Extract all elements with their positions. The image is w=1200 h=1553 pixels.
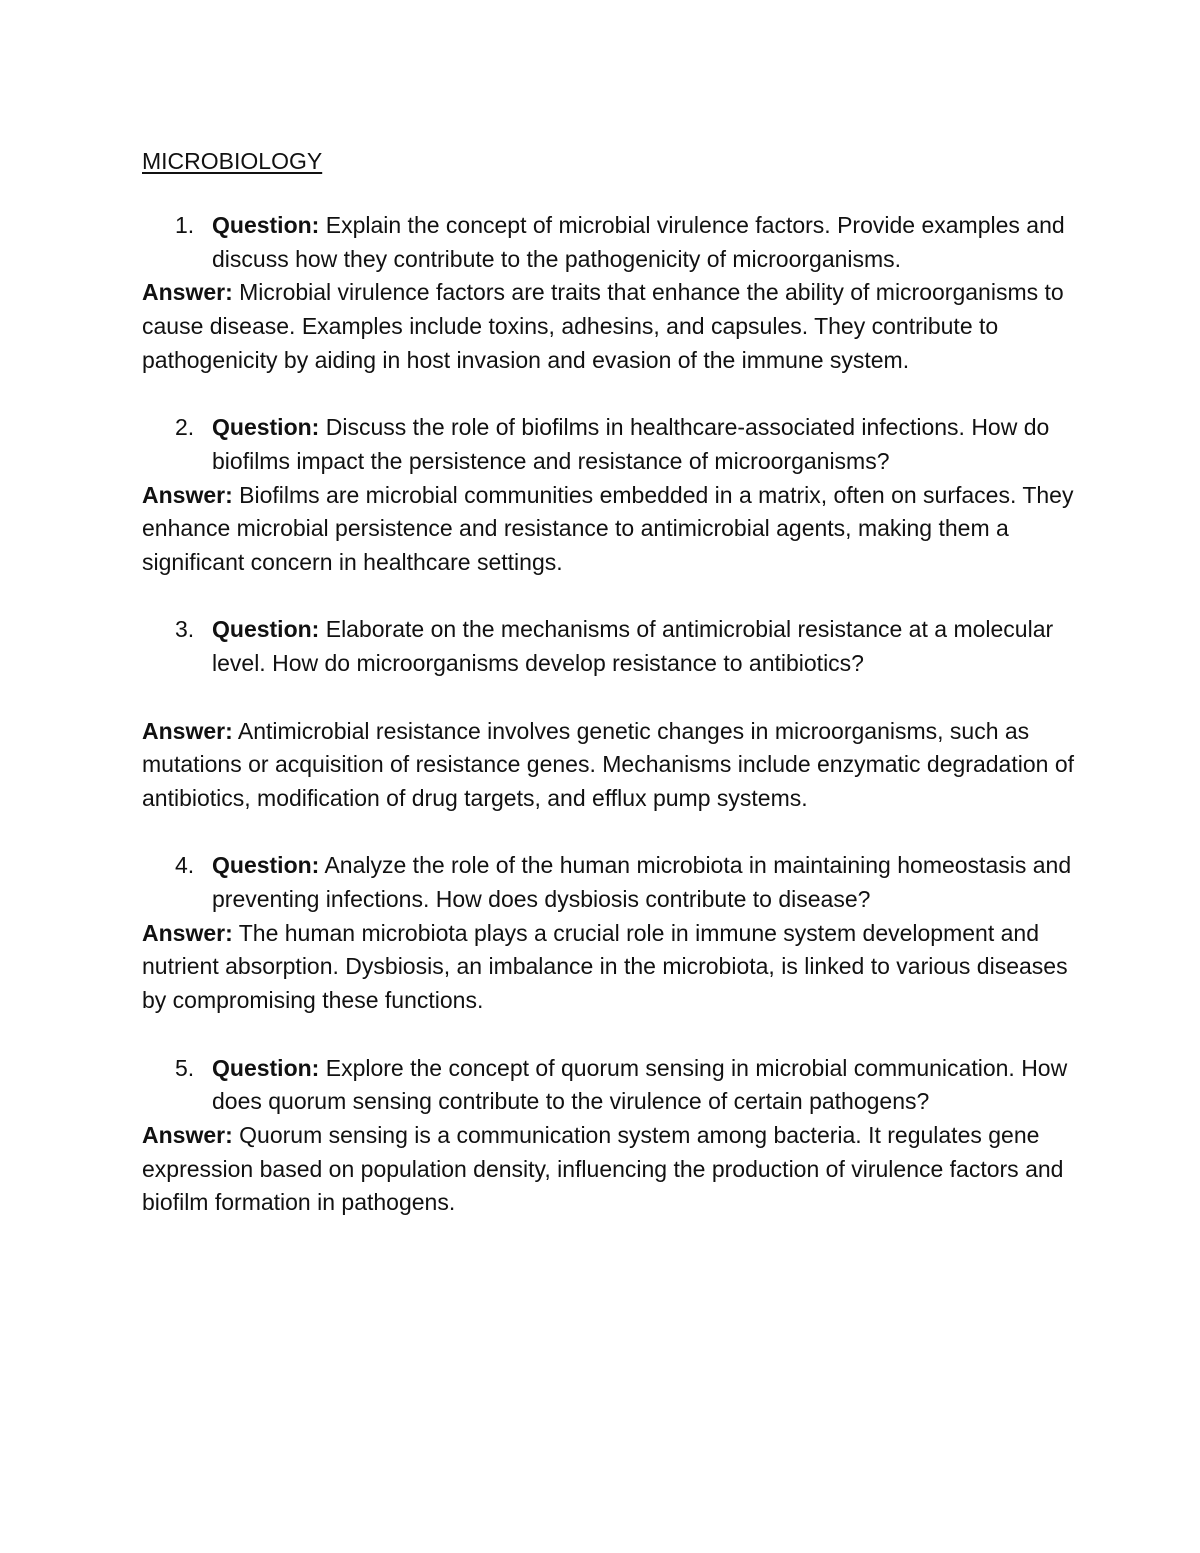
qa-item-4 <box>142 849 1077 1018</box>
qa-item-1 <box>142 209 1077 378</box>
answer-text: Biofilms are microbial communities embedded in a matrix, often on surfaces. They enhance microbial persistence and resistance to antimicrobial agents, making them a significant concern in healthcare settings. <box>142 481 1074 576</box>
question-3 <box>142 613 1077 680</box>
answer-label: Answer: <box>142 481 233 508</box>
question-text: Explain the concept of microbial virulence factors. Provide examples and discuss how they contribute to the pathogenicity of microorganisms. <box>212 212 1065 272</box>
question-text: Explore the concept of quorum sensing in microbial communication. How does quorum sensing contribute to the virulence of certain pathogens? <box>212 1054 1068 1115</box>
answer-1 <box>142 276 1077 377</box>
question-4 <box>142 849 1077 916</box>
qa-item-3 <box>142 613 1077 815</box>
document-title: MICROBIOLOGY <box>142 148 323 174</box>
answer-4 <box>142 917 1077 1018</box>
question-number: 1. <box>175 212 195 238</box>
question-label: Question: <box>212 212 320 238</box>
answer-text: Microbial virulence factors are traits that enhance the ability of microorganisms to cause disease. Examples include toxins, adhesins, and capsules. They contribute to pathogenicity by aiding in host invasion and evasion of the immune system. <box>142 279 1064 373</box>
question-text: Analyze the role of the human microbiota in maintaining homeostasis and preventing infections. How does dysbiosis contribute to disease? <box>212 852 1072 912</box>
answer-label: Answer: <box>142 1121 233 1148</box>
question-2 <box>142 411 1077 478</box>
question-number: 5. <box>175 1054 195 1081</box>
question-label: Question: <box>212 414 320 441</box>
question-number: 4. <box>175 852 195 879</box>
question-label: Question: <box>212 1054 320 1081</box>
answer-3 <box>142 715 1077 816</box>
question-1 <box>142 209 1077 276</box>
answer-text: Antimicrobial resistance involves genetic changes in microorganisms, such as mutations or acquisition of resistance genes. Mechanisms include enzymatic degradation of antibiotics, modification of drug targets, and efflux pump systems. <box>142 717 1074 811</box>
question-label: Question: <box>212 852 320 879</box>
question-text: Elaborate on the mechanisms of antimicrobial resistance at a molecular level. How do microorganisms develop resistance to antibiotics? <box>212 616 1054 677</box>
answer-2 <box>142 479 1077 580</box>
document-page <box>142 145 1077 1220</box>
answer-label: Answer: <box>142 279 233 306</box>
qa-item-2 <box>142 411 1077 580</box>
answer-text: Quorum sensing is a communication system among bacteria. It regulates gene expression based on population density, influencing the production of virulence factors and biofilm formation in pathogens. <box>142 1121 1064 1216</box>
qa-item-5 <box>142 1052 1077 1221</box>
answer-text: The human microbiota plays a crucial role in immune system development and nutrient absorption. Dysbiosis, an imbalance in the microbiota, is linked to various diseases by compromising these functions. <box>142 919 1068 1014</box>
answer-label: Answer: <box>142 919 233 946</box>
answer-5 <box>142 1119 1077 1220</box>
question-text: Discuss the role of biofilms in healthcare-associated infections. How do biofilms impact the persistence and resistance of microorganisms? <box>212 414 1050 474</box>
question-label: Question: <box>212 616 320 643</box>
answer-label: Answer: <box>142 717 233 744</box>
question-5 <box>142 1052 1077 1119</box>
question-number: 3. <box>175 616 195 643</box>
question-number: 2. <box>175 414 195 441</box>
